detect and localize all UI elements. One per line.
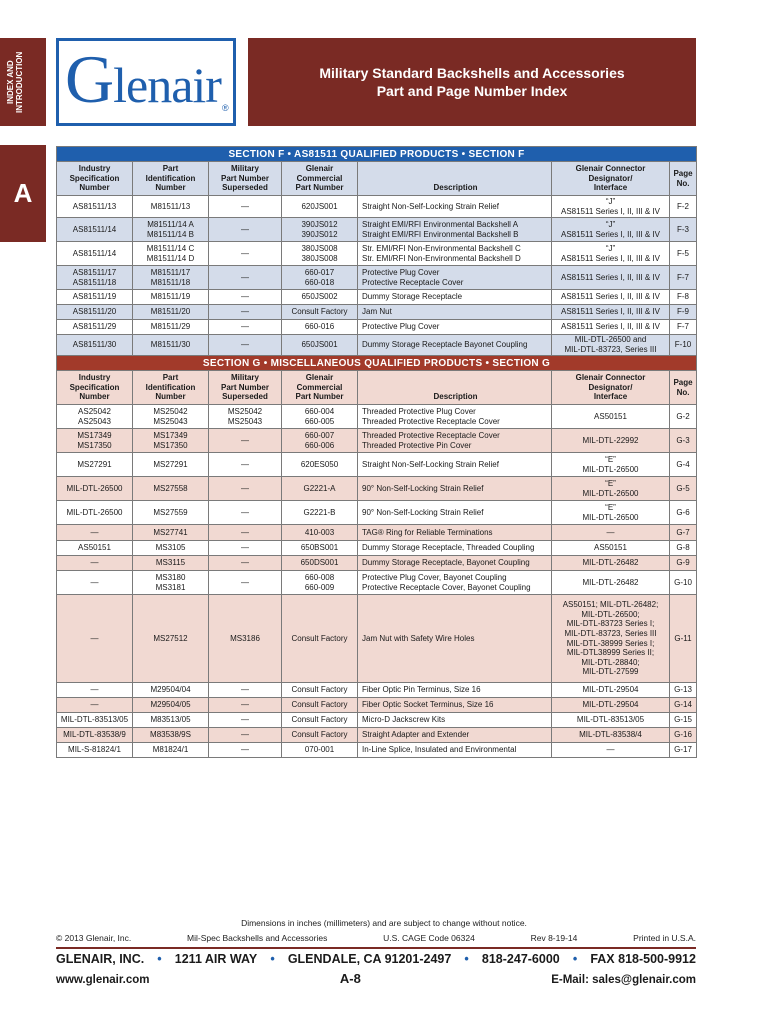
cell-page-no: G-13 [670,683,697,698]
cell-industry-spec: — [57,595,133,683]
cell-page-no: F-10 [670,335,697,356]
cell-glenair-part: 620ES050 [282,453,358,477]
cell-page-no: G-5 [670,477,697,501]
cell-mil-superseded: — [209,453,282,477]
table-row [57,571,697,595]
dimensions-note: Dimensions in inches (millimeters) and are subject to change without notice. [241,918,527,928]
cell-glenair-part: 650JS001 [282,335,358,356]
table-row [57,290,697,305]
table-row [57,453,697,477]
cell-page-no: F-2 [670,196,697,218]
cell-connector-interface: MIL-DTL-29504 [552,683,670,698]
cage-code: U.S. CAGE Code 06324 [383,933,475,943]
cell-industry-spec: AS81511/13 [57,196,133,218]
table-row [57,335,697,356]
table-row [57,713,697,728]
cell-connector-interface: “J” AS81511 Series I, II, III & IV [552,242,670,266]
cell-description: Dummy Storage Receptacle Bayonet Coupling [358,335,552,356]
separator-dot: • [464,952,469,966]
cell-mil-superseded: — [209,728,282,743]
cell-part-id: M83513/05 [133,713,209,728]
section-header-g [57,356,697,371]
company-name: GLENAIR, INC. [56,952,145,966]
cell-description: In-Line Splice, Insulated and Environmental [358,743,552,758]
footer-bottom-row [56,971,696,986]
separator-dot: • [157,952,162,966]
column-header-industry-spec: Industry Specification Number [57,371,133,405]
section-side-tab-label: INDEX AND INTRODUCTION [6,51,24,113]
cell-glenair-part: 660-016 [282,320,358,335]
column-header-industry-spec: Industry Specification Number [57,162,133,196]
column-header-connector-interface: Glenair Connector Designator/ Interface [552,371,670,405]
page-title-band [248,38,696,126]
glenair-logo [56,38,236,126]
separator-dot: • [572,952,578,966]
email-link[interactable]: E-Mail: sales@glenair.com [551,974,696,986]
column-header-description: Description [358,162,552,196]
cell-part-id: MS3180 MS3181 [133,571,209,595]
cell-mil-superseded: — [209,196,282,218]
column-header-mil-superseded: Military Part Number Superseded [209,371,282,405]
table-row [57,429,697,453]
cell-part-id: M81511/14 A M81511/14 B [133,218,209,242]
cell-glenair-part: 380JS008 380JS008 [282,242,358,266]
cell-glenair-part: Consult Factory [282,683,358,698]
cell-industry-spec: AS81511/17 AS81511/18 [57,266,133,290]
cell-part-id: M81824/1 [133,743,209,758]
cell-description: Dummy Storage Receptacle, Threaded Coupling [358,541,552,556]
column-header-glenair-part: Glenair Commercial Part Number [282,371,358,405]
cell-page-no: G-7 [670,525,697,541]
cell-part-id: MS3105 [133,541,209,556]
cell-connector-interface: “J” AS81511 Series I, II, III & IV [552,218,670,242]
table-row [57,556,697,571]
revision: Rev 8-19-14 [530,933,578,943]
cell-mil-superseded: — [209,429,282,453]
cell-connector-interface: MIL-DTL-26500 and MIL-DTL-83723, Series III [552,335,670,356]
cell-industry-spec: AS81511/14 [57,218,133,242]
cell-industry-spec: MIL-S-81824/1 [57,743,133,758]
cell-page-no: G-15 [670,713,697,728]
cell-part-id: M81511/13 [133,196,209,218]
cell-industry-spec: — [57,571,133,595]
cell-description: Jam Nut with Safety Wire Holes [358,595,552,683]
cell-industry-spec: MIL-DTL-83538/9 [57,728,133,743]
cell-glenair-part: G2221-B [282,501,358,525]
cell-glenair-part: Consult Factory [282,305,358,320]
page-subtitle: Part and Page Number Index [376,83,568,99]
cell-part-id: MS3115 [133,556,209,571]
fax-number: FAX 818-500-9912 [590,952,696,966]
website-link[interactable]: www.glenair.com [56,974,150,986]
cell-description: Fiber Optic Pin Terminus, Size 16 [358,683,552,698]
table-row [57,698,697,713]
table-row [57,218,697,242]
cell-connector-interface: “J” AS81511 Series I, II, III & IV [552,196,670,218]
cell-industry-spec: AS81511/20 [57,305,133,320]
cell-glenair-part: Consult Factory [282,713,358,728]
cell-glenair-part: 650JS002 [282,290,358,305]
cell-part-id: M81511/20 [133,305,209,320]
table-row [57,266,697,290]
cell-description: Protective Plug Cover, Bayonet Coupling Protective Receptacle Cover, Bayonet Coupling [358,571,552,595]
table-row [57,477,697,501]
cell-page-no: G-9 [670,556,697,571]
cell-glenair-part: 660-008 660-009 [282,571,358,595]
cell-page-no: F-7 [670,320,697,335]
cell-industry-spec: AS81511/29 [57,320,133,335]
column-header-mil-superseded: Military Part Number Superseded [209,162,282,196]
cell-industry-spec: AS50151 [57,541,133,556]
column-header-page-no: Page No. [670,162,697,196]
cell-part-id: MS27291 [133,453,209,477]
cell-connector-interface: “E” MIL-DTL-26500 [552,501,670,525]
footer-meta-row [56,933,696,943]
column-header-description: Description [358,371,552,405]
section-letter-tab: A [0,145,46,242]
cell-industry-spec: MIL-DTL-26500 [57,501,133,525]
cell-glenair-part: 660-017 660-018 [282,266,358,290]
cell-page-no: G-2 [670,405,697,429]
page-title: Military Standard Backshells and Accessories [319,65,625,81]
cell-mil-superseded: — [209,290,282,305]
cell-part-id: M83538/9S [133,728,209,743]
cell-mil-superseded: — [209,305,282,320]
column-header-row [57,162,697,196]
footer-divider [56,947,696,949]
cell-glenair-part: 660-007 660-006 [282,429,358,453]
cell-connector-interface: MIL-DTL-26482 [552,571,670,595]
cell-page-no: F-3 [670,218,697,242]
table-row [57,196,697,218]
cell-part-id: MS27512 [133,595,209,683]
cell-page-no: F-9 [670,305,697,320]
cell-connector-interface: AS81511 Series I, II, III & IV [552,266,670,290]
column-header-glenair-part: Glenair Commercial Part Number [282,162,358,196]
cell-part-id: MS17349 MS17350 [133,429,209,453]
cell-mil-superseded: — [209,571,282,595]
logo-registered-mark: ® [221,103,229,113]
cell-description: Straight Non-Self-Locking Strain Relief [358,196,552,218]
cell-connector-interface: “E” MIL-DTL-26500 [552,453,670,477]
cell-connector-interface: — [552,743,670,758]
cell-page-no: F-8 [670,290,697,305]
cell-page-no: G-11 [670,595,697,683]
cell-description: Straight Adapter and Extender [358,728,552,743]
cell-page-no: G-10 [670,571,697,595]
section-title: SECTION F • AS81511 QUALIFIED PRODUCTS • SECTION F [57,147,697,162]
cell-part-id: M81511/17 M81511/18 [133,266,209,290]
cell-description: TAG® Ring for Reliable Terminations [358,525,552,541]
cell-mil-superseded: — [209,242,282,266]
table-row [57,743,697,758]
cell-connector-interface: AS81511 Series I, II, III & IV [552,290,670,305]
cell-connector-interface: AS81511 Series I, II, III & IV [552,305,670,320]
cell-mil-superseded: — [209,218,282,242]
table-row [57,320,697,335]
cell-page-no: G-6 [670,501,697,525]
cell-description: Jam Nut [358,305,552,320]
cell-part-id: M81511/29 [133,320,209,335]
cell-page-no: F-5 [670,242,697,266]
cell-description: Fiber Optic Socket Terminus, Size 16 [358,698,552,713]
cell-mil-superseded: — [209,477,282,501]
cell-glenair-part: 650DS001 [282,556,358,571]
cell-connector-interface: AS50151 [552,541,670,556]
cell-connector-interface: MIL-DTL-29504 [552,698,670,713]
cell-glenair-part: G2221-A [282,477,358,501]
table-row [57,525,697,541]
cell-description: Straight EMI/RFI Environmental Backshell A Straight EMI/RFI Environmental Backshell B [358,218,552,242]
cell-mil-superseded: — [209,698,282,713]
cell-mil-superseded: — [209,743,282,758]
table-row [57,501,697,525]
cell-glenair-part: 660-004 660-005 [282,405,358,429]
cell-part-id: M81511/30 [133,335,209,356]
column-header-row [57,371,697,405]
cell-page-no: G-4 [670,453,697,477]
cell-mil-superseded: MS25042 MS25043 [209,405,282,429]
table-row [57,242,697,266]
page-number: A-8 [339,971,361,986]
cell-connector-interface: MIL-DTL-83538/4 [552,728,670,743]
cell-industry-spec: MIL-DTL-26500 [57,477,133,501]
cell-mil-superseded: — [209,683,282,698]
cell-mil-superseded: — [209,335,282,356]
cell-part-id: M81511/19 [133,290,209,305]
cell-mil-superseded: — [209,541,282,556]
cell-connector-interface: MIL-DTL-26482 [552,556,670,571]
cell-part-id: MS27559 [133,501,209,525]
section-side-tab [0,38,46,126]
cell-description: 90° Non-Self-Locking Strain Relief [358,477,552,501]
table-row [57,728,697,743]
copyright: © 2013 Glenair, Inc. [56,933,132,943]
cell-industry-spec: AS81511/14 [57,242,133,266]
cell-mil-superseded: — [209,713,282,728]
cell-industry-spec: MIL-DTL-83513/05 [57,713,133,728]
cell-description: 90° Non-Self-Locking Strain Relief [358,501,552,525]
cell-glenair-part: 650BS001 [282,541,358,556]
cell-mil-superseded: — [209,266,282,290]
cell-description: Str. EMI/RFI Non-Environmental Backshell C Str. EMI/RFI Non-Environmental Backshell D [358,242,552,266]
cell-page-no: G-17 [670,743,697,758]
cell-description: Dummy Storage Receptacle, Bayonet Coupling [358,556,552,571]
column-header-part-id: Part Identification Number [133,162,209,196]
cell-glenair-part: 070-001 [282,743,358,758]
column-header-part-id: Part Identification Number [133,371,209,405]
cell-connector-interface: AS50151; MIL-DTL-26482; MIL-DTL-26500; MIL-DTL-83723 Series I; MIL-DTL-83723, Series III MIL-DTL-38999 Series I; MIL-DTL38999 Series II; MIL-DTL-28840; MIL-DTL-27599 [552,595,670,683]
cell-glenair-part: 390JS012 390JS012 [282,218,358,242]
cell-connector-interface: MIL-DTL-22992 [552,429,670,453]
cell-connector-interface: AS81511 Series I, II, III & IV [552,320,670,335]
cell-description: Straight Non-Self-Locking Strain Relief [358,453,552,477]
cell-description: Threaded Protective Receptacle Cover Threaded Protective Pin Cover [358,429,552,453]
cell-industry-spec: — [57,698,133,713]
cell-description: Threaded Protective Plug Cover Threaded Protective Receptacle Cover [358,405,552,429]
cell-page-no: G-16 [670,728,697,743]
phone-number: 818-247-6000 [481,952,560,966]
part-number-index-table [56,146,697,758]
cell-description: Protective Plug Cover [358,320,552,335]
table-row [57,405,697,429]
cell-page-no: G-14 [670,698,697,713]
cell-industry-spec: AS25042 AS25043 [57,405,133,429]
cell-page-no: F-7 [670,266,697,290]
table-row [57,595,697,683]
cell-mil-superseded: MS3186 [209,595,282,683]
cell-part-id: M81511/14 C M81511/14 D [133,242,209,266]
cell-mil-superseded: — [209,556,282,571]
cell-mil-superseded: — [209,501,282,525]
catalog-name: Mil-Spec Backshells and Accessories [187,933,328,943]
cell-glenair-part: 620JS001 [282,196,358,218]
cell-part-id: MS27558 [133,477,209,501]
cell-connector-interface: AS50151 [552,405,670,429]
cell-page-no: G-8 [670,541,697,556]
cell-connector-interface: — [552,525,670,541]
cell-glenair-part: 410-003 [282,525,358,541]
cell-industry-spec: — [57,525,133,541]
cell-industry-spec: AS81511/30 [57,335,133,356]
cell-industry-spec: — [57,683,133,698]
cell-mil-superseded: — [209,320,282,335]
cell-glenair-part: Consult Factory [282,595,358,683]
cell-part-id: MS27741 [133,525,209,541]
section-title: SECTION G • MISCELLANEOUS QUALIFIED PRODUCTS • SECTION G [57,356,697,371]
cell-description: Protective Plug Cover Protective Receptacle Cover [358,266,552,290]
cell-industry-spec: AS81511/19 [57,290,133,305]
logo-wordmark: Glenair [65,41,221,117]
table-row [57,541,697,556]
cell-industry-spec: — [57,556,133,571]
cell-part-id: M29504/05 [133,698,209,713]
column-header-connector-interface: Glenair Connector Designator/ Interface [552,162,670,196]
cell-page-no: G-3 [670,429,697,453]
table-row [57,683,697,698]
cell-glenair-part: Consult Factory [282,698,358,713]
column-header-page-no: Page No. [670,371,697,405]
cell-glenair-part: Consult Factory [282,728,358,743]
cell-mil-superseded: — [209,525,282,541]
cell-part-id: M29504/04 [133,683,209,698]
table-row [57,305,697,320]
cell-part-id: MS25042 MS25043 [133,405,209,429]
section-header-f [57,147,697,162]
cell-connector-interface: “E” MIL-DTL-26500 [552,477,670,501]
cell-industry-spec: MS27291 [57,453,133,477]
street-address: 1211 AIR WAY [174,952,258,966]
cell-description: Micro-D Jackscrew Kits [358,713,552,728]
cell-description: Dummy Storage Receptacle [358,290,552,305]
cell-industry-spec: MS17349 MS17350 [57,429,133,453]
cell-connector-interface: MIL-DTL-83513/05 [552,713,670,728]
company-address-line [56,952,696,966]
separator-dot: • [270,952,275,966]
printed-in: Printed in U.S.A. [633,933,696,943]
city-address: GLENDALE, CA 91201-2497 [287,952,452,966]
